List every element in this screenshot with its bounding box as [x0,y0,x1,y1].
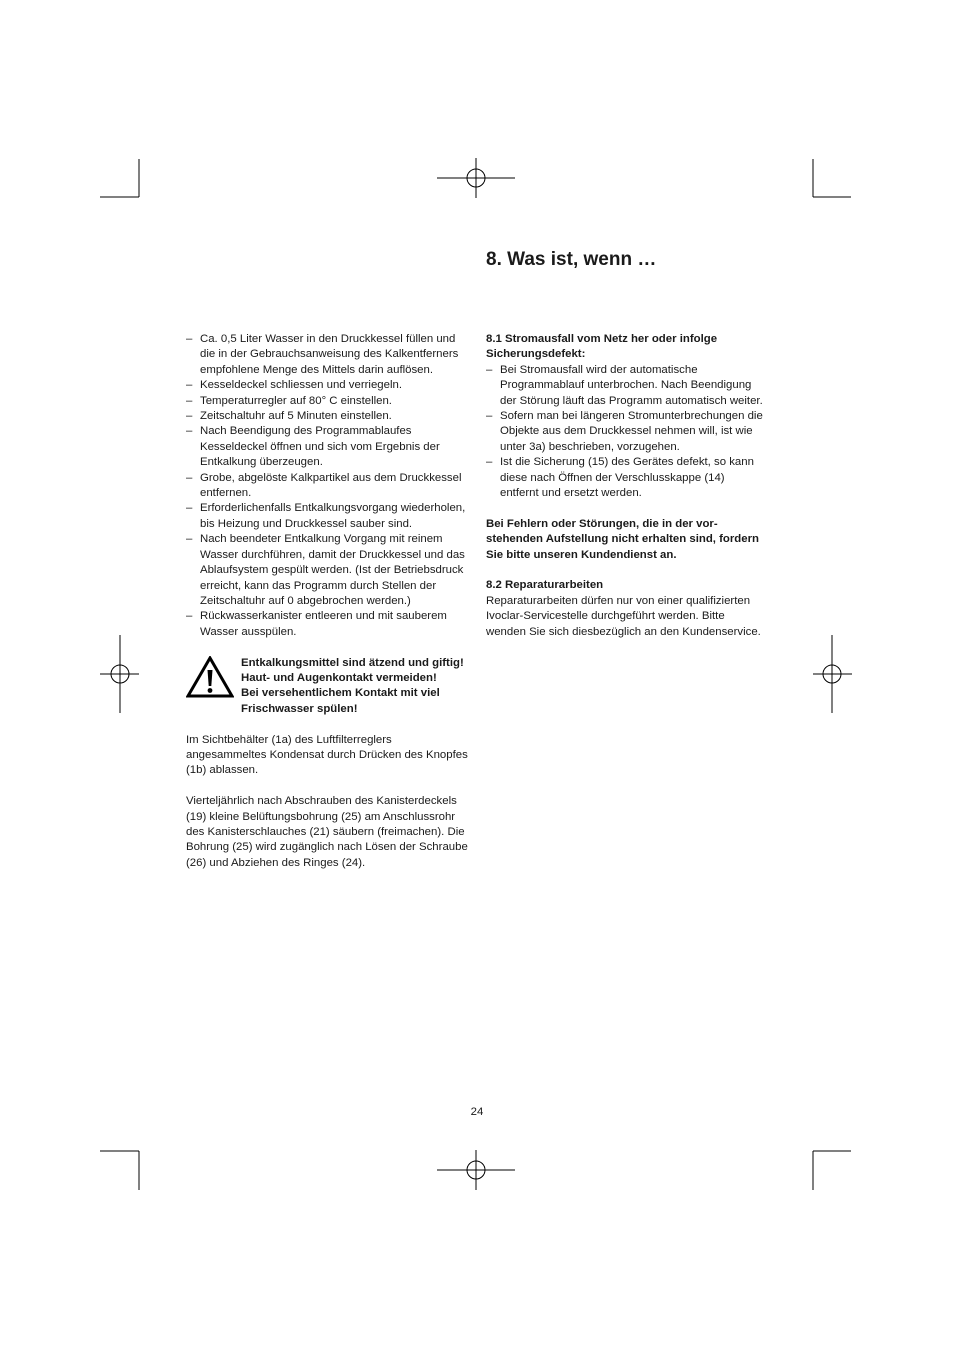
section-heading-line: 8.1 Stromausfall vom Netz her oder infolge [486,333,718,345]
right-column [486,332,764,640]
warning-line: Haut- und Augenkontakt vermeiden! [241,671,437,684]
section-heading-line: Sicherungsdefekt: [486,348,586,361]
warning-line: Bei versehentlichem Kontakt mit viel [241,687,440,700]
list-item: – Ca. 0,5 Liter Wasser in den Druckkessel füllen und die in der Gebrauchsanweisung des Kalkentferners empfohlene Menge des Mittels darin auflösen. [186,332,468,378]
condensate-paragraph: Im Sichtbehälter (1a) des Luftfilterreglers angesammeltes Kondensat durch Drücken des Knopfes (1b) ablassen. [186,733,468,777]
list-item: – Ist die Sicherung (15) des Gerätes defekt, so kann diese nach Öffnen der Verschlusskappe (14) entfernt und ersetzt werden. [486,455,764,501]
service-notice [486,517,764,563]
warning-line: Entkalkungsmittel sind ätzend und giftig! [241,656,464,669]
list-item: – Nach beendeter Entkalkung Vorgang mit reinem Wasser durchführen, damit der Druckkessel und das Ablaufsystem gespült werden. (Ist der Betriebsdruck erreicht, kann das Programm durch Stellen der Zeitschaltuhr auf 0 abgebrochen werden.) [186,532,468,609]
page-title: 8. Was ist, wenn … [486,249,657,270]
list-item: – Nach Beendigung des Programmablaufes Kesseldeckel öffnen und sich vom Ergebnis der Entkalkung überzeugen. [186,424,468,470]
warning-box [186,656,468,718]
left-column [186,332,468,871]
list-item: – Grobe, abgelöste Kalkpartikel aus dem Druckkessel entfernen. [186,471,468,502]
notice-line: stehenden Aufstellung nicht erhalten sind, fordern [486,533,759,546]
notice-line: Bei Fehlern oder Störungen, die in der vor- [486,517,718,530]
list-item: – Zeitschaltuhr auf 5 Minuten einstellen. [186,409,468,424]
warning-text [241,656,464,718]
section-heading-8-2: 8.2 Reparaturarbeiten [486,579,604,592]
list-item: – Sofern man bei längeren Stromunterbrechungen die Objekte aus dem Druckkessel nehmen will, ist wie unter 3a) beschrieben, vorzugehen. [486,409,764,455]
list-item: – Bei Stromausfall wird der automatische Programmablauf unterbrochen. Nach Beendigung der Störung läuft das Programm automatisch weiter. [486,363,764,409]
list-item: – Erforderlichenfalls Entkalkungsvorgang wiederholen, bis Heizung und Druckkessel sauber sind. [186,501,468,532]
page-number: 24 [470,1106,484,1118]
repair-paragraph: Reparaturarbeiten dürfen nur von einer qualifizierten Ivoclar-Servicestelle durchgeführt werden. Bitte wenden Sie sich diesbezüglich an den Kundenservice. [486,594,761,638]
ventilation-paragraph: Vierteljährlich nach Abschrauben des Kanisterdeckels (19) kleine Belüftungsbohrung (25) am Anschlussrohr des Kanisterschlauches (21) säubern (freimachen). Die Bohrung (25) wird zugänglich nach Lösen der Schraube (26) und Abziehen des Ringes (24). [186,795,468,869]
list-item: – Temperaturregler auf 80° C einstellen. [186,394,468,409]
section-heading-8-1 [486,332,764,363]
power-failure-list [486,363,764,502]
decalcification-steps [186,332,468,640]
list-item: – Rückwasserkanister entleeren und mit sauberem Wasser ausspülen. [186,609,468,640]
warning-line: Frischwasser spülen! [241,702,358,715]
warning-triangle-icon [186,656,234,698]
notice-line: Sie bitte unseren Kundendienst an. [486,548,677,561]
list-item: – Kesseldeckel schliessen und verriegeln. [186,378,468,393]
